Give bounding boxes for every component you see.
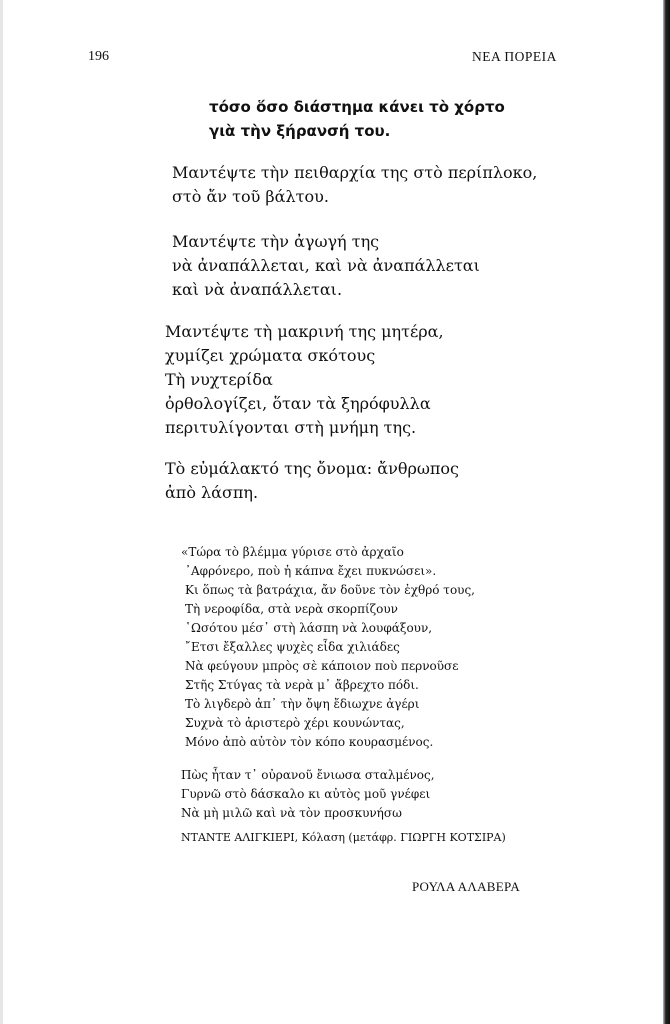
poem-line: χυμίζει χρώματα σκότους xyxy=(165,346,376,365)
epigraph-line: ῾Ωσότου μέσ᾽ στὴ λάσπη νὰ λουφάξουν, xyxy=(185,621,433,635)
epigraph-line: Μόνο ἀπὸ αὐτὸν τὸν κόπο κουρασμένος. xyxy=(185,735,434,749)
epigraph-line: Πὼς ἦταν τ᾽ οὐρανοῦ ἔνιωσα σταλμένος, xyxy=(181,768,435,782)
epigraph-block xyxy=(181,543,475,752)
epigraph-line: «Τώρα τὸ βλέμμα γύρισε στὸ ἀρχαῖο xyxy=(181,545,404,559)
epigraph-line: Στῆς Στύγας τὰ νερὰ μ᾽ ἄβρεχτο πόδι. xyxy=(185,678,419,692)
epigraph-line: Τὴ νεροφίδα, στὰ νερὰ σκορπίζουν xyxy=(185,602,398,616)
poem-stanza-3 xyxy=(165,320,444,440)
poem-line: Τὴ νυχτερίδα xyxy=(165,370,273,389)
poem-line: στὸ ἄν τοῦ βάλτου. xyxy=(172,187,329,206)
poem-line: ἀπὸ λάσπη. xyxy=(165,483,259,502)
epigraph-line: Νὰ μὴ μιλῶ καὶ νὰ τὸν προσκυνήσω xyxy=(181,806,402,820)
epigraph-line: Γυρνῶ στὸ δάσκαλο κι αὐτὸς μοῦ γνέφει xyxy=(181,787,431,801)
page-binding-shadow xyxy=(663,0,670,1024)
poem-stanza-2 xyxy=(172,230,480,302)
poem-line: περιτυλίγονται στὴ μνήμη της. xyxy=(165,418,417,437)
poem-stanza-4 xyxy=(165,457,459,505)
poem-line: Μαντέψτε τὴν ἀγωγή της xyxy=(172,232,380,251)
poem-bold-lines xyxy=(209,95,505,143)
epigraph-line: ῎Ετσι ἔξαλλες ψυχὲς εἶδα χιλιάδες xyxy=(185,640,400,654)
epigraph-citation: ΝΤΑΝΤΕ ΑΛΙΓΚΙΕΡΙ, Κόλαση (μετάφρ. ΓΙΩΡΓΗ ΚΟΤΣΙΡΑ) xyxy=(181,831,506,844)
poem-line: ὀρθολογίζει, ὅταν τὰ ξηρόφυλλα xyxy=(165,394,431,413)
page-number: 196 xyxy=(88,49,109,64)
epigraph-line: Συχνὰ τὸ ἀριστερὸ χέρι κουνώντας, xyxy=(185,716,405,730)
poem-line: Τὸ εὐμάλακτό της ὄνομα: ἄνθρωπος xyxy=(165,459,460,478)
running-head: ΝΕΑ ΠΟΡΕΙΑ xyxy=(472,49,557,64)
poem-line: τόσο ὅσο διάστημα κάνει τὸ χόρτο xyxy=(209,98,505,116)
poem-line: γιὰ τὴν ξήρανσή του. xyxy=(209,122,391,140)
epigraph-line: Νὰ φεύγουν μπρὸς σὲ κάποιον ποὺ περνοῦσε xyxy=(185,659,459,673)
page-left-edge xyxy=(0,0,3,1024)
poem-line: νὰ ἀναπάλλεται, καὶ νὰ ἀναπάλλεται xyxy=(172,256,480,275)
epigraph-line: Κι ὅπως τὰ βατράχια, ἄν δοῦνε τὸν ἐχθρό τους, xyxy=(185,583,475,597)
epigraph-line: ᾿Αφρόνερο, ποὺ ἡ κάπνα ἔχει πυκνώσει». xyxy=(185,564,437,578)
poem-line: καὶ νὰ ἀναπάλλεται. xyxy=(172,280,343,299)
epigraph-block-2 xyxy=(181,766,435,823)
author-name: ΡΟΥΛΑ ΑΛΑΒΕΡΑ xyxy=(412,879,521,894)
poem-stanza-1 xyxy=(172,161,537,209)
poem-line: Μαντέψτε τὴν πειθαρχία της στὸ περίπλοκο, xyxy=(172,163,538,182)
epigraph-line: Τὸ λιγδερὸ ἀπ᾽ τὴν ὄψη ἔδιωχνε ἀγέρι xyxy=(185,697,420,711)
poem-line: Μαντέψτε τὴ μακρινή της μητέρα, xyxy=(165,322,444,341)
